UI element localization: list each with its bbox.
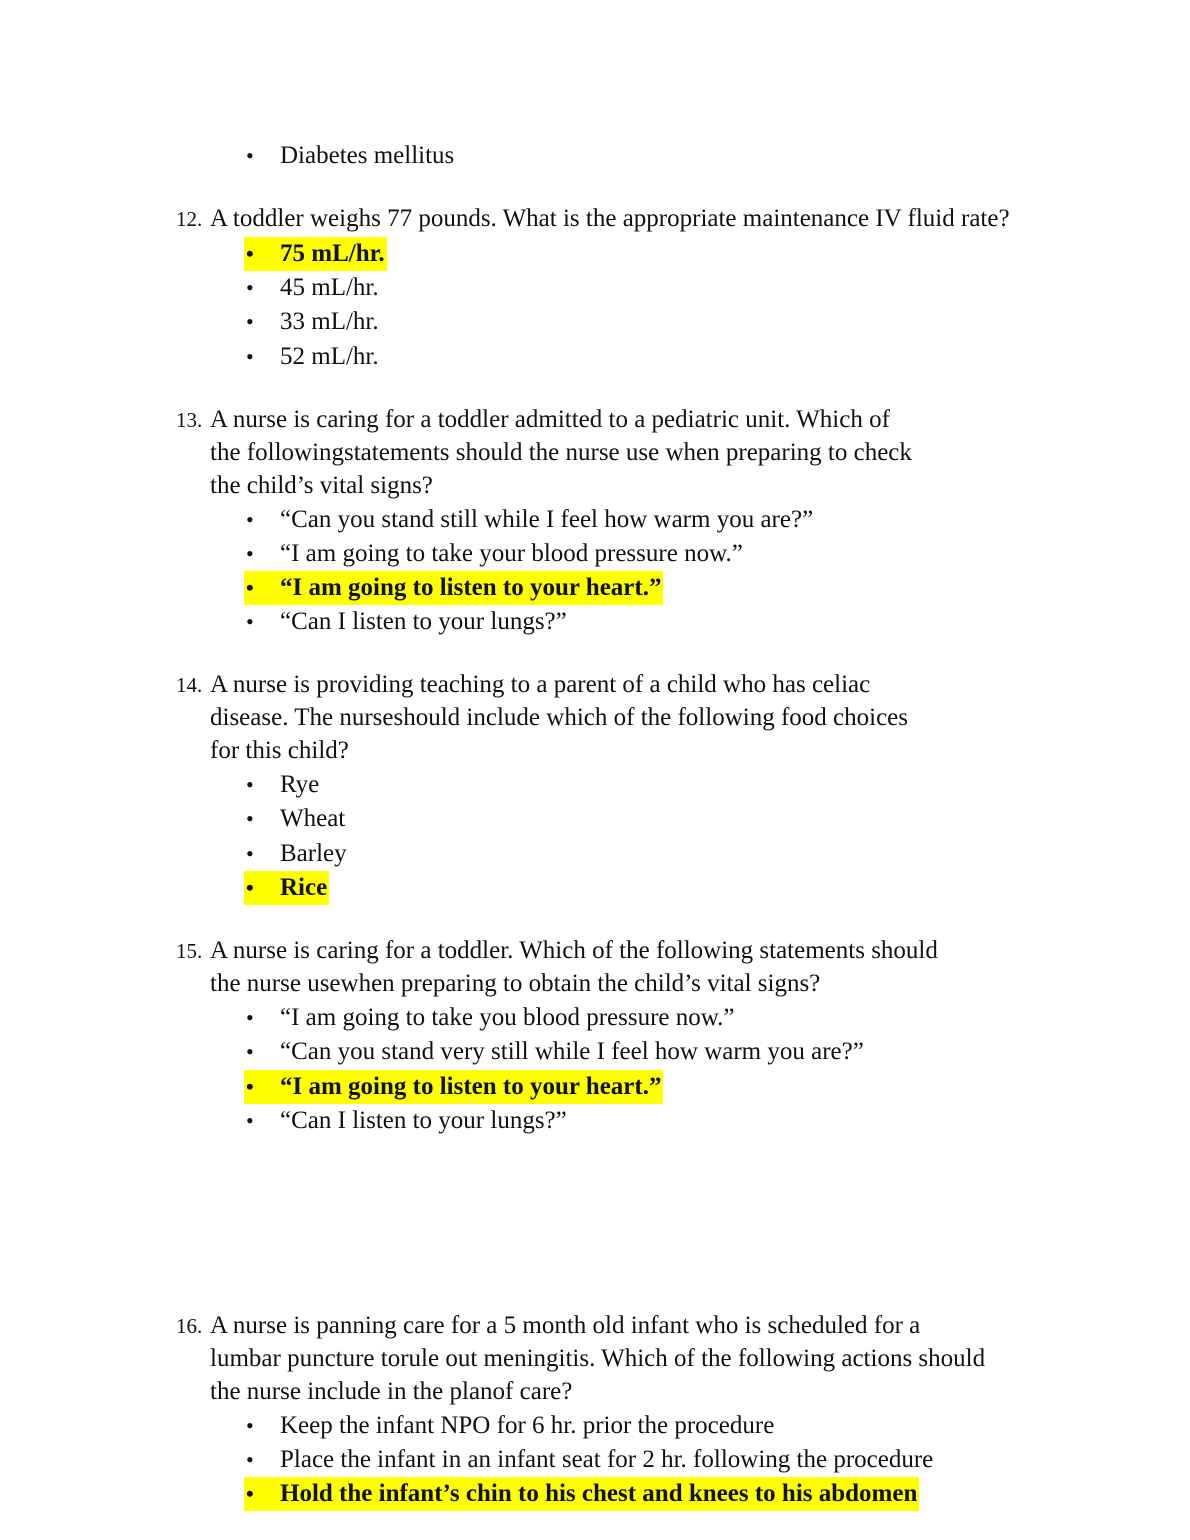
option-text: 52 mL/hr. [280,343,379,370]
bullet-icon: • [246,541,254,566]
bullet-icon: • [246,1447,254,1472]
option-item [244,1409,774,1443]
option-item [244,768,319,802]
bullet-icon: • [246,1074,254,1099]
question-text: for this child? [210,737,349,764]
bullet-icon: • [246,507,254,532]
option-item [244,802,345,836]
option-text: Hold the infant’s chin to his chest and knees to his abdomen [280,1480,918,1507]
option-text: Rice [280,874,328,901]
question-text: lumbar puncture torule out meningitis. Which of the following actions should [210,1345,986,1372]
bullet-icon: • [246,1108,254,1133]
option-text: Wheat [280,805,346,832]
question-text: A nurse is caring for a toddler admitted to a pediatric unit. Which of [210,406,890,433]
bullet-icon: • [246,772,254,797]
bullet-icon: • [246,241,254,266]
option-text: “I am going to take you blood pressure now.” [280,1004,735,1031]
option-item [244,1443,933,1477]
question-number: 15. [176,939,203,963]
bullet-icon: • [246,609,254,634]
bullet-icon: • [246,806,254,831]
option-text: “I am going to listen to your heart.” [280,574,662,601]
option-item [244,605,567,639]
question-number: 12. [176,207,203,231]
bullet-icon: • [246,875,254,900]
option-item-correct [244,1070,663,1104]
option-text: Barley [280,840,347,867]
option-item-correct [244,237,387,271]
bullet-icon: • [246,1481,254,1506]
option-text: Diabetes mellitus [280,142,455,169]
option-text: “I am going to listen to your heart.” [280,1073,662,1100]
bullet-icon: • [246,143,254,168]
option-text: Place the infant in an infant seat for 2 hr. following the procedure [280,1446,934,1473]
option-item [244,503,813,537]
option-item-correct [244,571,663,605]
option-text: “Can you stand still while I feel how warm you are?” [280,506,814,533]
bullet-icon: • [246,344,254,369]
option-text: “Can you stand very still while I feel how warm you are?” [280,1038,864,1065]
question-text: the followingstatements should the nurse use when preparing to check [210,439,912,466]
question-text: the nurse include in the planof care? [210,1378,573,1405]
option-text: Keep the infant NPO for 6 hr. prior the procedure [280,1412,775,1439]
option-text: 45 mL/hr. [280,274,379,301]
option-text: 75 mL/hr. [280,240,385,267]
bullet-icon: • [246,1005,254,1030]
option-text: “Can I listen to your lungs?” [280,608,567,635]
option-item [244,1001,735,1035]
option-item [244,1035,864,1069]
option-item [244,305,379,339]
option-text: Rye [280,771,320,798]
bullet-icon: • [246,1413,254,1438]
question-text: A nurse is caring for a toddler. Which of the following statements should [210,937,938,964]
question-text: A nurse is providing teaching to a parent of a child who has celiac [210,671,871,698]
option-item [244,1104,567,1138]
option-text: “Can I listen to your lungs?” [280,1107,567,1134]
question-text: the child’s vital signs? [210,472,433,499]
option-item [244,271,379,305]
question-number: 16. [176,1314,203,1338]
bullet-icon: • [246,575,254,600]
bullet-icon: • [246,1039,254,1064]
question-number: 14. [176,673,203,697]
question-number: 13. [176,408,203,432]
bullet-icon: • [246,309,254,334]
option-item [244,537,743,571]
option-text: 33 mL/hr. [280,308,379,335]
question-text: A toddler weighs 77 pounds. What is the appropriate maintenance IV fluid rate? [210,205,1010,232]
question-text: disease. The nurseshould include which of the following food choices [210,704,908,731]
bullet-icon: • [246,275,254,300]
option-item [244,139,454,173]
question-text: the nurse usewhen preparing to obtain the child’s vital signs? [210,970,821,997]
bullet-icon: • [246,841,254,866]
option-item [244,340,379,374]
option-item-correct [244,871,329,905]
option-item-correct [244,1477,919,1511]
option-item [244,837,347,871]
option-text: “I am going to take your blood pressure now.” [280,540,743,567]
question-text: A nurse is panning care for a 5 month old infant who is scheduled for a [210,1312,921,1339]
